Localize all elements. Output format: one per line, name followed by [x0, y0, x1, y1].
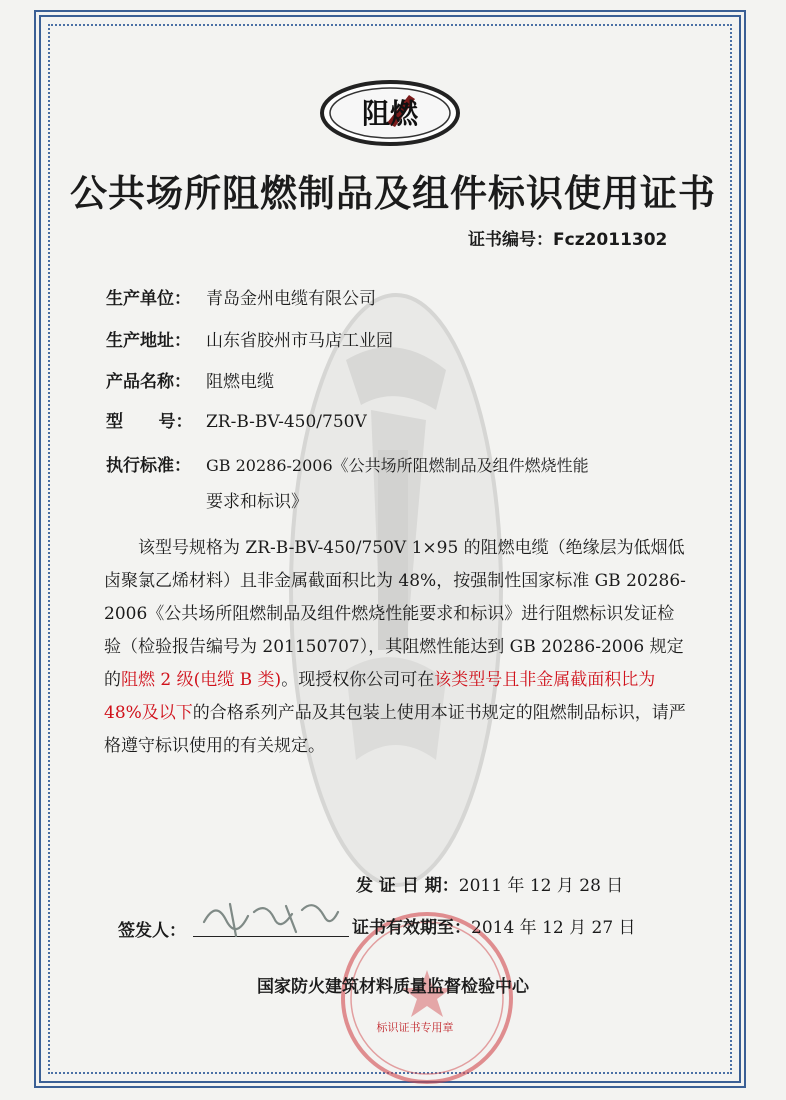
valid-until [352, 913, 636, 938]
issue-date-label: 发 证 日 期： [356, 876, 459, 896]
field-value: 山东省胶州市马店工业园 [206, 331, 393, 351]
certificate-number: 证书编号：Fcz2011302 [468, 230, 668, 250]
seal-caption: 标识证书专用章 [376, 1021, 454, 1034]
signer-label: 签发人： [118, 921, 186, 941]
valid-until-label: 证书有效期至： [352, 918, 471, 938]
field-label: 产品名称： [106, 372, 191, 392]
field-standard [106, 451, 589, 476]
field-standard-continued: 要求和标识》 [206, 492, 308, 512]
field-value: GB 20286-2006《公共场所阻燃制品及组件燃烧性能 [206, 456, 589, 475]
field-value: 青岛金州电缆有限公司 [206, 289, 376, 309]
field-address [106, 326, 393, 351]
field-label: 生产单位： [106, 289, 191, 309]
field-manufacturer [106, 284, 376, 309]
certificate-title: 公共场所阻燃制品及组件标识使用证书 [70, 172, 716, 215]
body-paragraph [104, 532, 688, 763]
issue-date [356, 871, 623, 896]
logo-text: 阻燃 [361, 97, 419, 130]
signer [118, 916, 186, 941]
issue-date-value: 2011 年 12 月 28 日 [458, 876, 624, 896]
body-text: 的合格系列产品及其包装上使用本证书规定的阻燃制品标识，请严格遵守标识使用的有关规定。 [104, 703, 686, 756]
flame-retardant-logo [317, 77, 463, 149]
body-text: 。现授权你公司可在 [281, 670, 435, 690]
field-value: 阻燃电缆 [206, 372, 274, 392]
field-label: 型 号： [106, 412, 193, 432]
handwritten-signature [196, 892, 346, 944]
body-highlight-grade: 阻燃 2 级(电缆 B 类) [121, 670, 282, 690]
certificate-body [104, 532, 688, 763]
body-highlight-scope: 该类型号且非金属截面积比为 48%及以下 [104, 670, 656, 723]
valid-until-value: 2014 年 12 月 27 日 [471, 918, 636, 938]
field-label: 执行标准： [106, 456, 191, 476]
issuing-organization: 国家防火建筑材料质量监督检验中心 [257, 977, 529, 997]
field-value: ZR-B-BV-450/750V [206, 412, 367, 432]
field-label: 生产地址： [106, 331, 191, 351]
field-model [106, 407, 367, 432]
body-text: 该型号规格为 ZR-B-BV-450/750V 1×95 的阻燃电缆（绝缘层为低烟低卤聚氯乙烯材料）且非金属截面积比为 48%，按强制性国家标准 GB 20286-2006《公共场所阻燃制品及组件燃烧性能要求和标识》进行阻燃标识发证检验（检验报告编号为 201150707），其阻燃性能达到 GB 20286-2006 规定的 [104, 538, 686, 690]
field-product-name [106, 367, 274, 392]
